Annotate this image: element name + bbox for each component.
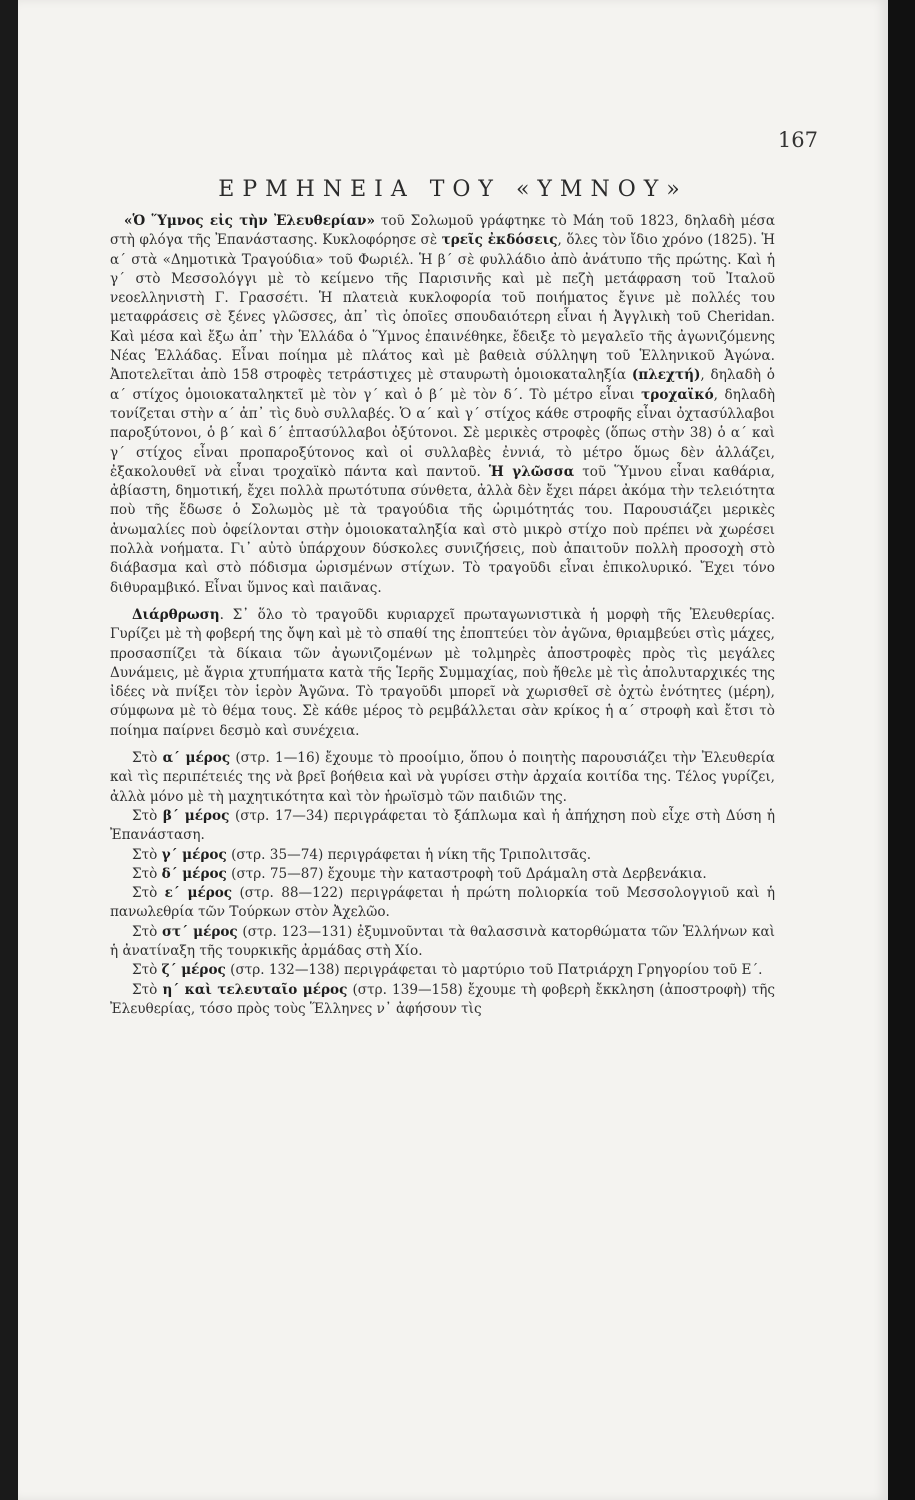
intro-text-1: τοῦ Σολωμοῦ γράφτηκε τὸ Μάη τοῦ 1823, δηλαδὴ μέσα στὴ φλόγα τῆς Ἐπανάστασης. Κυκλοφόρησε σὲ <box>110 213 775 249</box>
part-text: (στρ. 17—34) περιγράφεται τὸ ξάπλωμα καὶ ἡ ἀπήχηση ποὺ εἶχε στὴ Δύση ἡ Ἐπανάσταση. <box>110 807 776 844</box>
plexti-emphasis: (πλεχτή) <box>631 367 701 384</box>
structure-label: Διάρθρωση <box>132 606 220 623</box>
part-paragraph <box>110 749 775 807</box>
part-text: (στρ. 123—131) ἐξυμνοῦνται τὰ θαλασσινὰ κατορθώματα τῶν Ἑλλήνων καὶ ἡ ἀνατίναξη τῆς τουρκικῆς ἀρμάδας στὴ Χίο. <box>110 923 776 959</box>
part-paragraph <box>110 923 775 962</box>
part-prefix: Στὸ <box>132 923 163 940</box>
trochaic-emphasis: τροχαϊκό <box>641 386 714 403</box>
intro-text-3: , δηλαδὴ ὁ α΄ στίχος ὁμοιοκαταληκτεῖ μὲ τὸν γ΄ καὶ ὁ β΄ μὲ τὸν δ΄. Τὸ μέτρο εἶναι <box>110 367 775 403</box>
part-prefix: Στὸ <box>132 846 162 863</box>
structure-paragraph <box>110 606 775 741</box>
intro-text-2: , ὅλες τὸν ἴδιο χρόνο (1825). Ἡ α΄ στὰ «Δημοτικὰ Τραγούδια» τοῦ Φωριέλ. Ἡ β΄ σὲ φυλλάδιο ἀπὸ ἀνάτυπο τῆς πρώτης. Καὶ ἡ γ΄ στὸ Μεσσολόγγι μὲ τὸ κείμενο τῆς Παρισινῆς καὶ μὲ πεζὴ μετάφραση τοῦ Ἰταλοῦ νεοελληνιστὴ Γ. Γρασσέτι. Ἡ πλατειὰ κυκλοφορία τοῦ ποιήματος ἔγινε μὲ πολλές του μεταφράσεις σὲ ξένες γλῶσσες, ἀπ᾿ τὶς ὁποῖες σπουδαιότερη εἶναι ἡ Ἀγγλικὴ τοῦ Cheridan. Καὶ μέσα καὶ ἔξω ἀπ᾿ τὴν Ἑλλάδα ὁ Ὕμνος ἐπαινέθηκε, ἔδειξε τὸ μεγαλεῖο τῆς ἀγωνιζόμενης Νέας Ἑλλάδας. Εἶναι ποίημα μὲ πλάτος καὶ μὲ βαθειὰ σύλληψη τοῦ Ἑλληνικοῦ Ἀγώνα. Ἀποτελεῖται ἀπὸ 158 στροφὲς τετράστιχες μὲ σταυρωτὴ ὁμοιοκαταληξία <box>110 232 775 384</box>
part-prefix: Στὸ <box>132 750 163 767</box>
part-label: δ΄ μέρος <box>161 865 227 882</box>
part-paragraph <box>110 807 775 846</box>
part-paragraph <box>110 865 775 884</box>
part-paragraph <box>110 884 775 923</box>
part-text: (στρ. 35—74) περιγράφεται ἡ νίκη τῆς Τριπολιτσᾶς. <box>226 846 592 863</box>
intro-text-5: τοῦ Ὕμνου εἶναι καθάρια, ἀβίαστη, δημοτική, ἔχει πολλὰ πρωτότυπα σύνθετα, ἀλλὰ δὲν ἔχει πάρει ἀκόμα τὴν τελειότητα ποὺ τῆς ἔδωσε ὁ Σολωμὸς μὲ τὰ τραγούδια τῆς ὡριμότητάς του. Παρουσιάζει μερικὲς ἀνωμαλίες ποὺ ὀφείλονται στὴν ὁμοιοκαταληξία καὶ στὸ μικρὸ στίχο ποὺ πρέπει νὰ χωρέσει πολλὰ νοήματα. Γι᾿ αὐτὸ ὑπάρχουν δύσκολες συνιζήσεις, ποὺ ἀπαιτοῦν πολλὴ προσοχὴ στὸ διάβασμα καὶ στὸ πόδισμα ὡρισμένων στίχων. Τὸ τραγοῦδι εἶναι ἐπικολυρικό. Ἔχει τόνο διθυραμβικό. Εἶναι ὕμνος καὶ παιᾶνας. <box>110 463 776 596</box>
body-text <box>110 212 775 1019</box>
part-paragraph <box>110 961 775 980</box>
part-label: γ΄ μέρος <box>161 846 227 863</box>
part-paragraph <box>110 981 775 1020</box>
page-number: 167 <box>777 128 818 152</box>
part-label: ζ΄ μέρος <box>161 962 226 979</box>
part-label: ε΄ μέρος <box>164 885 233 902</box>
part-text: (στρ. 1—16) ἔχουμε τὸ προοίμιο, ὅπου ὁ ποιητὴς παρουσιάζει τὴν Ἐλευθερία καὶ τὶς περιπέτειές της νὰ βρεῖ βοήθεια καὶ νὰ γυρίσει στὴν ἀρχαία κοιτίδα της. Τέλος γυρίζει, ἀλλὰ μόνο μὲ τὴ μαχητικότητα καὶ τὸν ἡρωϊσμὸ τῶν παιδιῶν της. <box>110 750 775 805</box>
language-emphasis: Ἡ γλῶσσα <box>488 463 575 480</box>
hymn-title: «Ὁ Ὕμνος εἰς τὴν Ἐλευθερίαν» <box>124 213 375 229</box>
part-prefix: Στὸ <box>132 981 163 998</box>
part-label: β΄ μέρος <box>162 807 230 824</box>
part-prefix: Στὸ <box>132 865 162 882</box>
intro-paragraph <box>110 212 775 598</box>
chapter-title: ΕΡΜΗΝΕΙΑ ΤΟΥ «ΥΜΝΟΥ» <box>218 177 688 202</box>
book-page <box>18 0 888 1500</box>
part-prefix: Στὸ <box>132 962 162 979</box>
part-label: η΄ καὶ τελευταῖο μέρος <box>162 981 348 998</box>
editions-emphasis: τρεῖς ἐκδόσεις <box>441 232 558 249</box>
part-prefix: Στὸ <box>132 885 165 902</box>
part-text: (στρ. 88—122) περιγράφεται ἡ πρώτη πολιορκία τοῦ Μεσσολογγιοῦ καὶ ἡ πανωλεθρία τῶν Τούρκων στὸν Ἀχελῶο. <box>110 885 775 921</box>
part-paragraph <box>110 846 775 865</box>
part-prefix: Στὸ <box>132 807 163 824</box>
part-text: (στρ. 139—158) ἔχουμε τὴ φοβερὴ ἔκκληση (ἀποστροφὴ) τῆς Ἐλευθερίας, τόσο πρὸς τοὺς Ἕλληνες ν᾿ ἀφήσουν τὶς <box>110 981 776 1017</box>
part-text: (στρ. 132—138) περιγράφεται τὸ μαρτύριο τοῦ Πατριάρχη Γρηγορίου τοῦ Ε΄. <box>225 962 763 979</box>
part-label: στ΄ μέρος <box>162 923 238 940</box>
structure-text: . Σ᾿ ὅλο τὸ τραγοῦδι κυριαρχεῖ πρωταγωνιστικὰ ἡ μορφὴ τῆς Ἐλευθερίας. Γυρίζει μὲ τὴ φοβερή της ὄψη καὶ μὲ τὸ σπαθί της ἐποπτεύει τὸν ἀγῶνα, θριαμβεύει στὶς μάχες, προσασπίζει τὰ δίκαια τῶν ἀγωνιζομένων μὲ τολμηρὲς ἀποστροφὲς πρὸς τὶς μεγάλες Δυνάμεις, μὲ ἄγρια χτυπήματα κατὰ τῆς Ἱερῆς Συμμαχίας, ποὺ ἤθελε μὲ τὶς ἀπολυταρχικές της ἰδέες νὰ πνίξει τὸν ἱερὸν Ἀγῶνα. Τὸ τραγοῦδι μπορεῖ νὰ χωρισθεῖ σὲ ὀχτὼ ἑνότητες (μέρη), σύμφωνα μὲ τὸ θέμα τους. Σὲ κάθε μέρος τὸ ρεμβάλλεται σὰν κρίκος ἡ α΄ στροφὴ καὶ ἔτσι τὸ ποίημα παίρνει δεσμὸ καὶ συνέχεια. <box>110 606 775 739</box>
part-label: α΄ μέρος <box>162 750 231 767</box>
scan-edge <box>888 0 915 1500</box>
intro-text-4: , δηλαδὴ τονίζεται στὴν α΄ ἀπ᾿ τὶς δυὸ συλλαβές. Ὁ α΄ καὶ γ΄ στίχος κάθε στροφῆς εἶναι ὀχτασύλλαβοι παροξύτονοι, ὁ β΄ καὶ δ΄ ἑπτασύλλαβοι ὀξύτονοι. Σὲ μερικὲς στροφὲς (ὅπως στὴν 38) ὁ α΄ καὶ γ΄ στίχος εἶναι προπαροξύτονος καὶ οἱ συλλαβὲς ἐννιά, τὸ μέτρο ὅμως δὲν ἀλλάζει, ἐξακολουθεῖ νὰ εἶναι τροχαϊκὸ πάντα καὶ παντοῦ. <box>110 386 775 480</box>
part-text: (στρ. 75—87) ἔχουμε τὴν καταστροφὴ τοῦ Δράμαλη στὰ Δερβενάκια. <box>226 865 707 882</box>
